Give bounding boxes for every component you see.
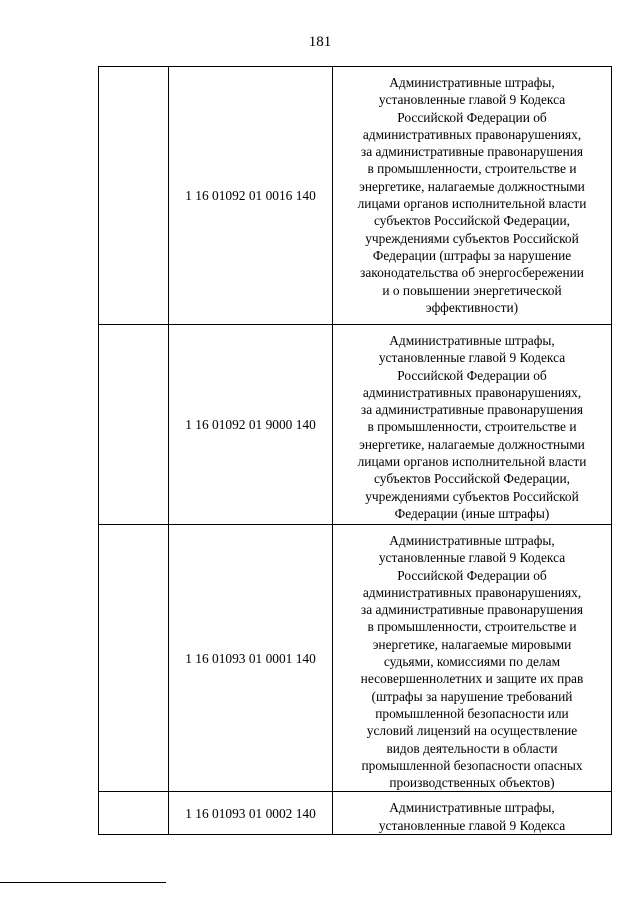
description-line: за административные правонарушения [360, 602, 584, 618]
description-cell [333, 67, 612, 325]
description-cell [333, 325, 612, 525]
description-line: Административные штрафы, [389, 800, 555, 816]
description-line: законодательства об энергосбережении [360, 265, 584, 281]
description-line: несовершеннолетних и защите их прав [360, 671, 584, 687]
description-cell [333, 525, 612, 792]
description-line: лицами органов исполнительной власти [357, 454, 587, 470]
description-line: Федерации (штрафы за нарушение [372, 247, 572, 263]
description-line: видов деятельности в области [386, 740, 558, 756]
description-line: Административные штрафы, [389, 333, 555, 348]
description-line: (штрафы за нарушение требований [371, 688, 573, 704]
description-line: субъектов Российской Федерации, [374, 213, 570, 229]
description-line: энергетике, налагаемые должностными [359, 436, 585, 452]
empty-cell [99, 792, 169, 835]
budget-code-cell: 1 16 01092 01 9000 140 [169, 325, 333, 525]
description-line: промышленной безопасности или [375, 705, 569, 721]
description-line: установленные главой 9 Кодекса [378, 92, 566, 108]
description-line: Российской Федерации об [397, 109, 547, 125]
description-line: учреждениями субъектов Российской [365, 488, 579, 504]
description-line: Административные штрафы, [389, 75, 555, 90]
budget-code-cell: 1 16 01092 01 0016 140 [169, 67, 333, 325]
budget-code-cell: 1 16 01093 01 0002 140 [169, 792, 333, 835]
description-line: производственных объектов) [389, 775, 555, 791]
table-row [99, 792, 612, 835]
description-line: Административные штрафы, [389, 533, 555, 548]
description-line: установленные главой 9 Кодекса [378, 817, 566, 833]
description-line: энергетике, налагаемые должностными [359, 178, 585, 194]
footnote-separator [0, 882, 166, 883]
description-line: лицами органов исполнительной власти [357, 196, 587, 212]
description-cell [333, 792, 612, 835]
description-line: административных правонарушениях, [362, 126, 582, 142]
description-line: в промышленности, строительстве и [367, 161, 577, 177]
description-line: за административные правонарушения [360, 144, 584, 160]
description-line: за административные правонарушения [360, 402, 584, 418]
page-number: 181 [308, 34, 332, 50]
description-line: промышленной безопасности опасных [361, 757, 583, 773]
empty-cell [99, 525, 169, 792]
description-line: в промышленности, строительстве и [367, 619, 577, 635]
description-line: административных правонарушениях, [362, 584, 582, 600]
budget-codes-table [98, 66, 612, 835]
description-line: субъектов Российской Федерации, [374, 471, 570, 487]
description-line: учреждениями субъектов Российской [365, 230, 579, 246]
description-line: Российской Федерации об [397, 567, 547, 583]
empty-cell [99, 67, 169, 325]
description-line: административных правонарушениях, [362, 384, 582, 400]
description-line: судьями, комиссиями по делам [383, 654, 561, 670]
description-line: в промышленности, строительстве и [367, 419, 577, 435]
description-line: энергетике, налагаемые мировыми [372, 636, 572, 652]
description-line: установленные главой 9 Кодекса [378, 350, 566, 366]
table-row [99, 525, 612, 792]
description-line: и о повышении энергетической [382, 282, 562, 298]
table-row [99, 67, 612, 325]
budget-code-cell: 1 16 01093 01 0001 140 [169, 525, 333, 792]
description-line: Российской Федерации об [397, 367, 547, 383]
description-line: установленные главой 9 Кодекса [378, 550, 566, 566]
description-line: Федерации (иные штрафы) [394, 505, 550, 521]
description-line: эффективности) [425, 299, 519, 315]
empty-cell [99, 325, 169, 525]
table-row [99, 325, 612, 525]
description-line: условий лицензий на осуществление [366, 723, 578, 739]
